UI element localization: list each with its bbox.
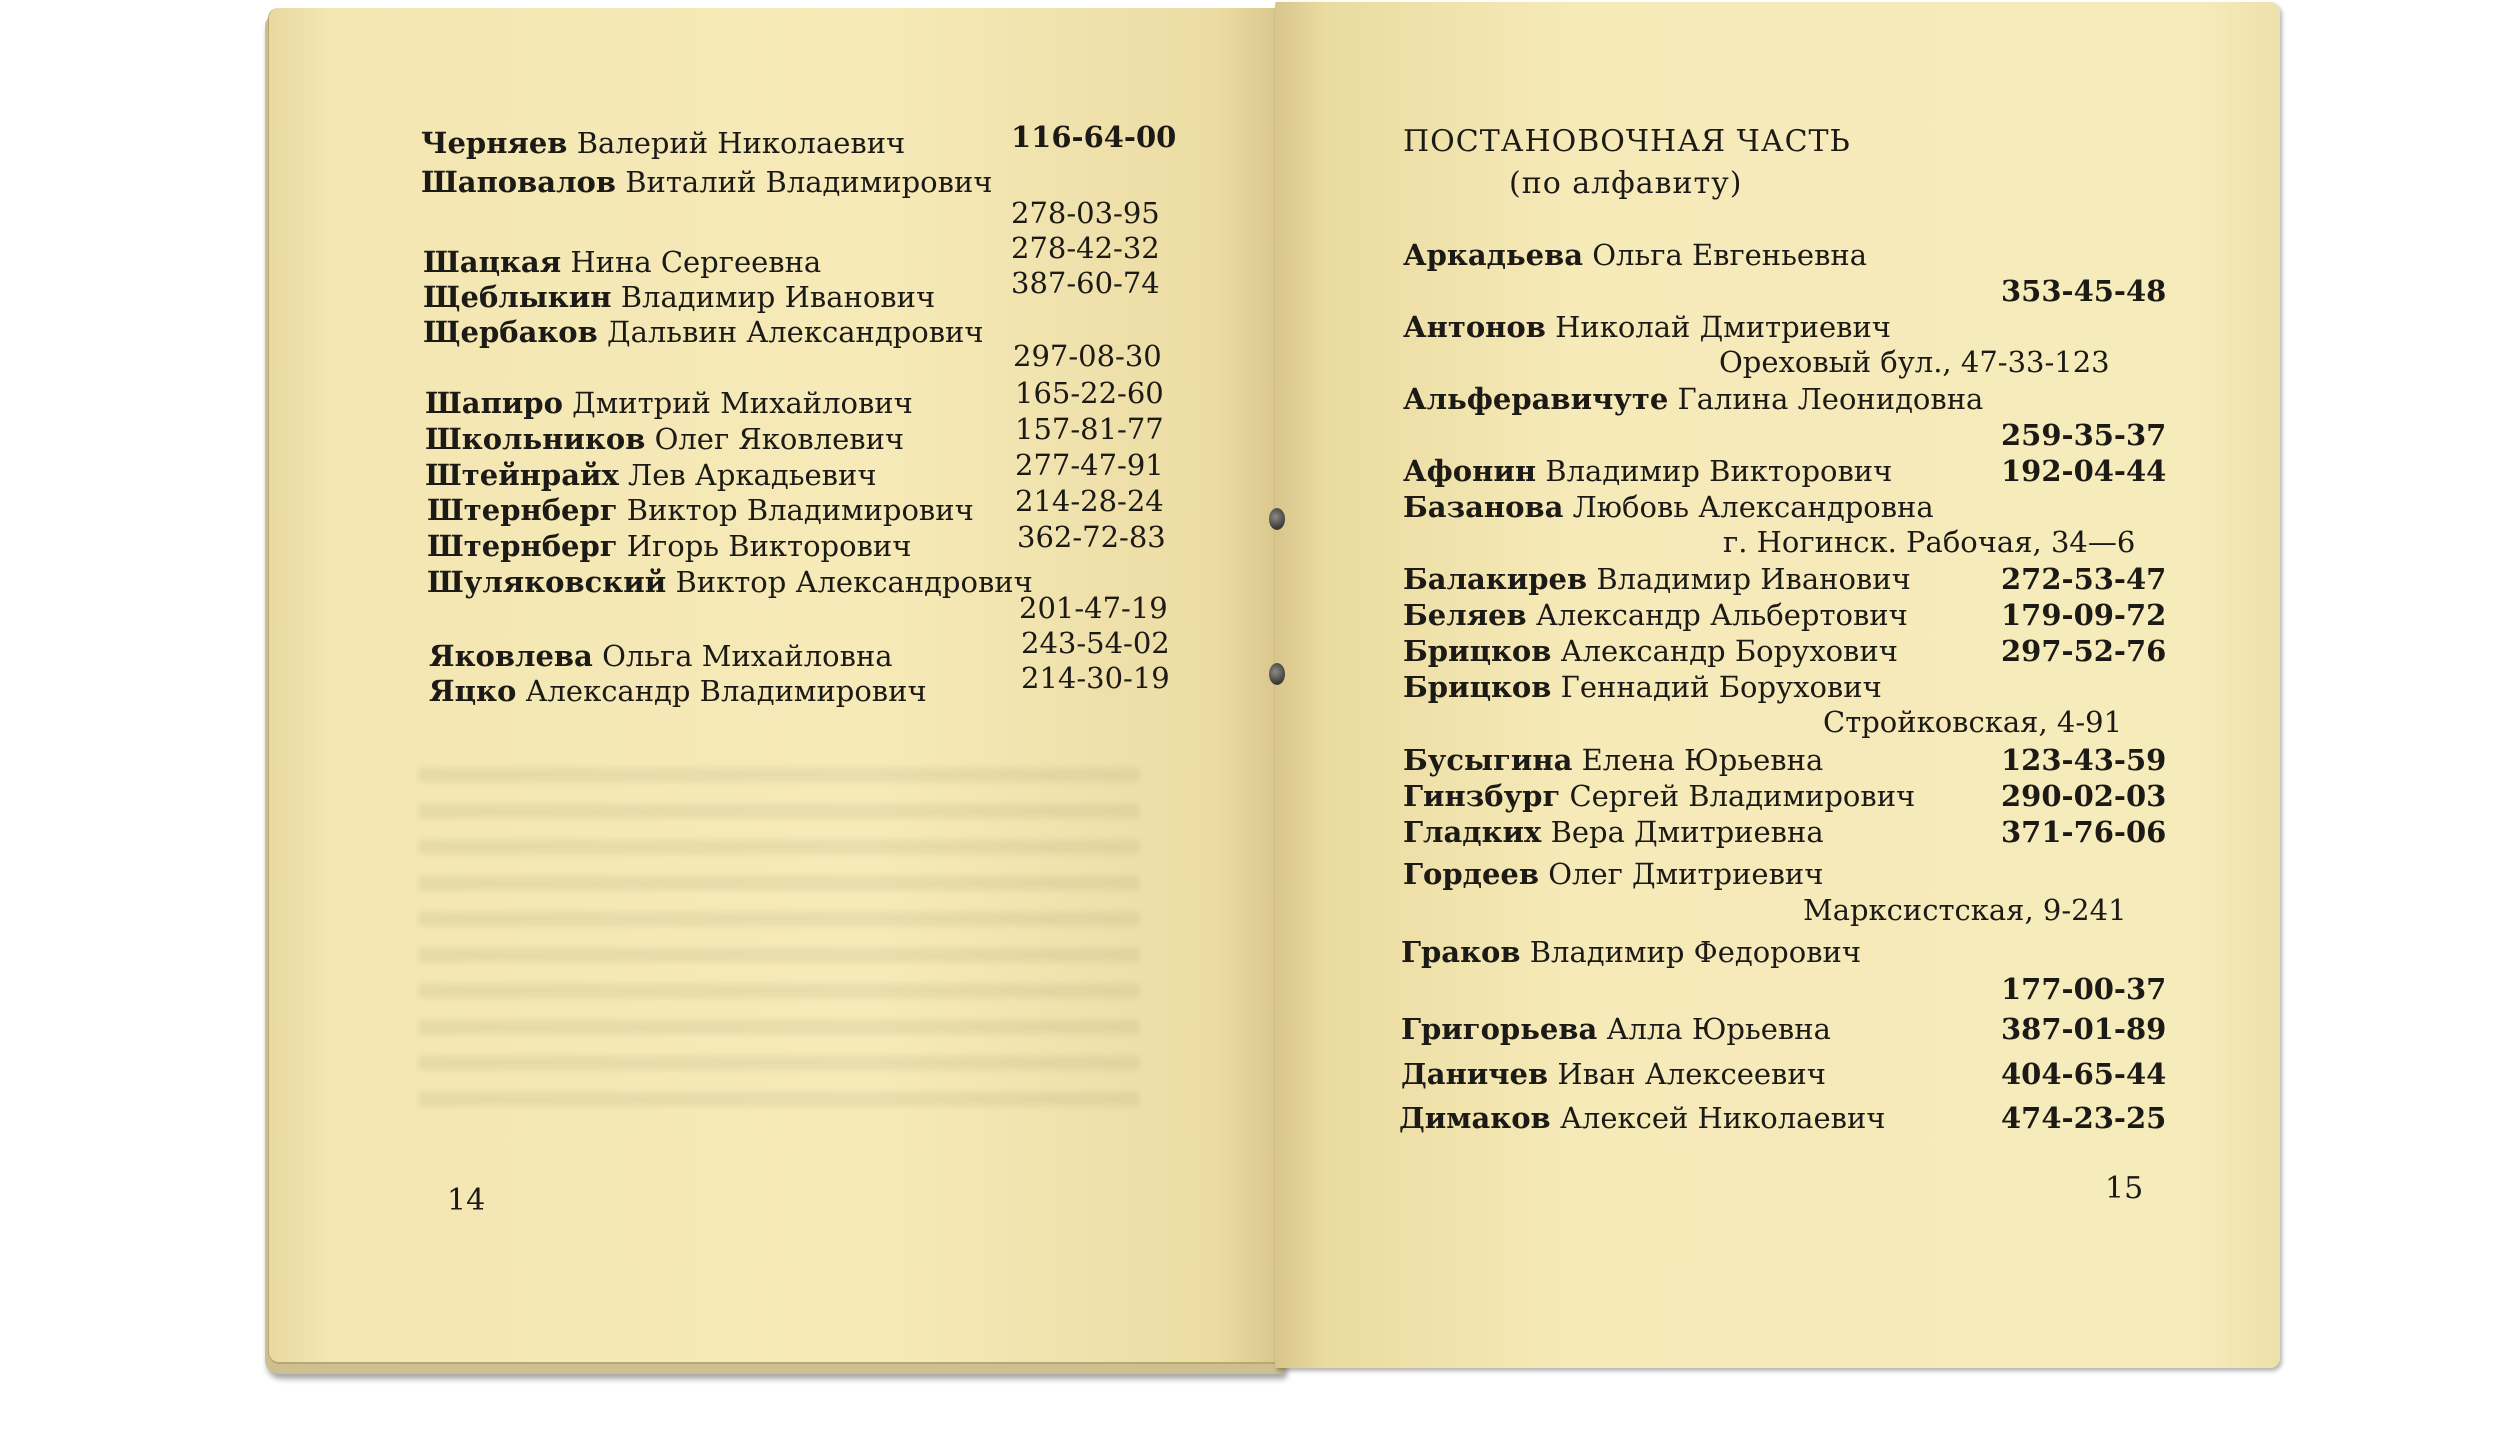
surname: Антонов — [1403, 310, 1546, 344]
surname: Шацкая — [423, 245, 562, 279]
surname: Беляев — [1403, 598, 1527, 632]
left-page-number: 14 — [447, 1183, 486, 1218]
given-name: Нина Сергеевна — [570, 245, 822, 279]
given-name: Лев Аркадьевич — [628, 458, 877, 492]
given-name: Алла Юрьевна — [1606, 1012, 1831, 1046]
left-phone-7: 157-81-77 — [1015, 412, 1164, 446]
left-phone-1: 116-64-00 — [1011, 120, 1177, 154]
right-page — [1275, 2, 2280, 1368]
right-phone-8: 297-52-76 — [2001, 634, 2167, 668]
right-entry-5 — [1403, 490, 1934, 524]
surname: Штейнрайх — [425, 458, 619, 492]
given-name: Виктор Владимирович — [626, 493, 974, 527]
given-name: Николай Дмитриевич — [1555, 310, 1891, 344]
given-name: Виталий Владимирович — [625, 165, 993, 199]
right-entry-8 — [1403, 634, 1898, 668]
given-name: Владимир Федорович — [1529, 935, 1862, 969]
surname: Щеблыкин — [423, 280, 612, 314]
right-phone-11: 290-02-03 — [2001, 779, 2167, 813]
left-entry-4 — [423, 280, 935, 314]
surname: Яковлева — [429, 639, 593, 673]
surname: Гладких — [1403, 815, 1542, 849]
left-entry-11 — [427, 565, 1033, 599]
given-name: Ольга Евгеньевна — [1592, 238, 1868, 272]
right-phone-10: 123-43-59 — [2001, 743, 2167, 777]
surname: Гордеев — [1403, 857, 1540, 891]
right-entry-13 — [1403, 857, 1823, 891]
left-entry-3 — [423, 245, 821, 279]
right-entry-10 — [1403, 743, 1823, 777]
given-name: Галина Леонидовна — [1677, 382, 1984, 416]
surname: Граков — [1401, 935, 1521, 969]
given-name: Дмитрий Михайлович — [572, 386, 913, 420]
surname: Аркадьева — [1403, 238, 1584, 272]
left-phone-11: 201-47-19 — [1019, 591, 1168, 625]
left-entry-1 — [421, 126, 905, 160]
right-phone-12: 371-76-06 — [2001, 815, 2167, 849]
given-name: Виктор Александрович — [675, 565, 1033, 599]
given-name: Александр Альбертович — [1535, 598, 1908, 632]
section-subheading: (по алфавиту) — [1509, 166, 1743, 201]
given-name: Валерий Николаевич — [576, 126, 906, 160]
right-entry-17 — [1399, 1101, 1885, 1135]
lower-staple-icon — [1269, 663, 1285, 685]
surname: Альферавичуте — [1403, 382, 1669, 416]
right-phone-15: 387-01-89 — [2001, 1012, 2167, 1046]
left-phone-3: 278-42-32 — [1011, 231, 1160, 265]
left-entry-9 — [427, 493, 974, 527]
open-booklet — [265, 8, 2280, 1370]
left-phone-5: 297-08-30 — [1013, 339, 1162, 373]
surname: Балакирев — [1403, 562, 1588, 596]
given-name: Дальвин Александрович — [607, 315, 984, 349]
left-phone-2: 278-03-95 — [1011, 196, 1160, 230]
left-phone-4: 387-60-74 — [1011, 266, 1160, 300]
surname: Шаповалов — [421, 165, 617, 199]
right-phone-17: 474-23-25 — [2001, 1101, 2167, 1135]
surname: Бусыгина — [1403, 743, 1573, 777]
left-phone-13: 214-30-19 — [1021, 661, 1170, 695]
right-entry-12 — [1403, 815, 1824, 849]
left-entry-10 — [427, 529, 911, 563]
surname: Григорьева — [1401, 1012, 1598, 1046]
right-page-number: 15 — [2105, 1171, 2144, 1206]
right-phone-16: 404-65-44 — [2001, 1057, 2167, 1091]
upper-staple-icon — [1269, 508, 1285, 530]
right-entry-6 — [1403, 562, 1911, 596]
right-entry-9 — [1403, 670, 1882, 704]
right-entry-14 — [1401, 935, 1861, 969]
given-name: Вера Дмитриевна — [1550, 815, 1824, 849]
right-entry-3 — [1403, 382, 1983, 416]
given-name: Ольга Михайловна — [602, 639, 893, 673]
surname: Штернберг — [427, 493, 618, 527]
right-entry-15 — [1401, 1012, 1831, 1046]
left-entry-2 — [421, 165, 992, 199]
right-phone-7: 179-09-72 — [2001, 598, 2167, 632]
right-phone-6: 272-53-47 — [2001, 562, 2167, 596]
left-page — [269, 8, 1277, 1362]
surname: Шуляковский — [427, 565, 667, 599]
left-entry-7 — [425, 422, 904, 456]
surname: Штернберг — [427, 529, 618, 563]
surname: Брицков — [1403, 670, 1552, 704]
surname: Яцко — [429, 674, 517, 708]
surname: Щербаков — [423, 315, 598, 349]
surname: Шапиро — [425, 386, 563, 420]
right-address-9: Стройковская, 4-91 — [1823, 705, 2123, 739]
left-entry-5 — [423, 315, 984, 349]
surname: Гинзбург — [1403, 779, 1561, 813]
given-name: Елена Юрьевна — [1581, 743, 1824, 777]
given-name: Сергей Владимирович — [1569, 779, 1916, 813]
right-phone-3: 259-35-37 — [2001, 418, 2167, 452]
given-name: Иван Алексеевич — [1557, 1057, 1826, 1091]
surname: Димаков — [1399, 1101, 1551, 1135]
surname: Черняев — [421, 126, 568, 160]
left-entry-13 — [429, 674, 927, 708]
section-heading: ПОСТАНОВОЧНАЯ ЧАСТЬ — [1403, 124, 1851, 159]
left-entry-6 — [425, 386, 913, 420]
right-entry-16 — [1401, 1057, 1826, 1091]
right-address-13: Марксистская, 9-241 — [1803, 893, 2127, 927]
show-through-text — [419, 768, 1139, 1128]
left-phone-8: 277-47-91 — [1015, 448, 1164, 482]
left-entry-8 — [425, 458, 877, 492]
right-entry-7 — [1403, 598, 1908, 632]
given-name: Александр Борухович — [1560, 634, 1898, 668]
right-address-5: г. Ногинск. Рабочая, 34—6 — [1723, 525, 2136, 559]
surname: Брицков — [1403, 634, 1552, 668]
given-name: Олег Яковлевич — [654, 422, 905, 456]
left-phone-6: 165-22-60 — [1015, 376, 1164, 410]
surname: Афонин — [1403, 454, 1537, 488]
given-name: Владимир Иванович — [1596, 562, 1911, 596]
left-entry-12 — [429, 639, 893, 673]
surname: Даничев — [1401, 1057, 1549, 1091]
given-name: Геннадий Борухович — [1560, 670, 1882, 704]
right-entry-4 — [1403, 454, 1892, 488]
given-name: Игорь Викторович — [626, 529, 912, 563]
right-phone-1: 353-45-48 — [2001, 274, 2167, 308]
right-entry-1 — [1403, 238, 1867, 272]
left-phone-9: 214-28-24 — [1015, 484, 1164, 518]
given-name: Олег Дмитриевич — [1548, 857, 1824, 891]
given-name: Александр Владимирович — [525, 674, 927, 708]
right-address-2: Ореховый бул., 47-33-123 — [1719, 345, 2110, 379]
right-phone-4: 192-04-44 — [2001, 454, 2167, 488]
right-phone-14: 177-00-37 — [2001, 972, 2167, 1006]
given-name: Владимир Иванович — [620, 280, 936, 314]
given-name: Любовь Александровна — [1572, 490, 1934, 524]
left-phone-12: 243-54-02 — [1021, 626, 1170, 660]
surname: Базанова — [1403, 490, 1564, 524]
surname: Школьников — [425, 422, 646, 456]
right-entry-11 — [1403, 779, 1915, 813]
left-phone-10: 362-72-83 — [1017, 520, 1166, 554]
right-entry-2 — [1403, 310, 1891, 344]
given-name: Владимир Викторович — [1545, 454, 1893, 488]
given-name: Алексей Николаевич — [1559, 1101, 1886, 1135]
